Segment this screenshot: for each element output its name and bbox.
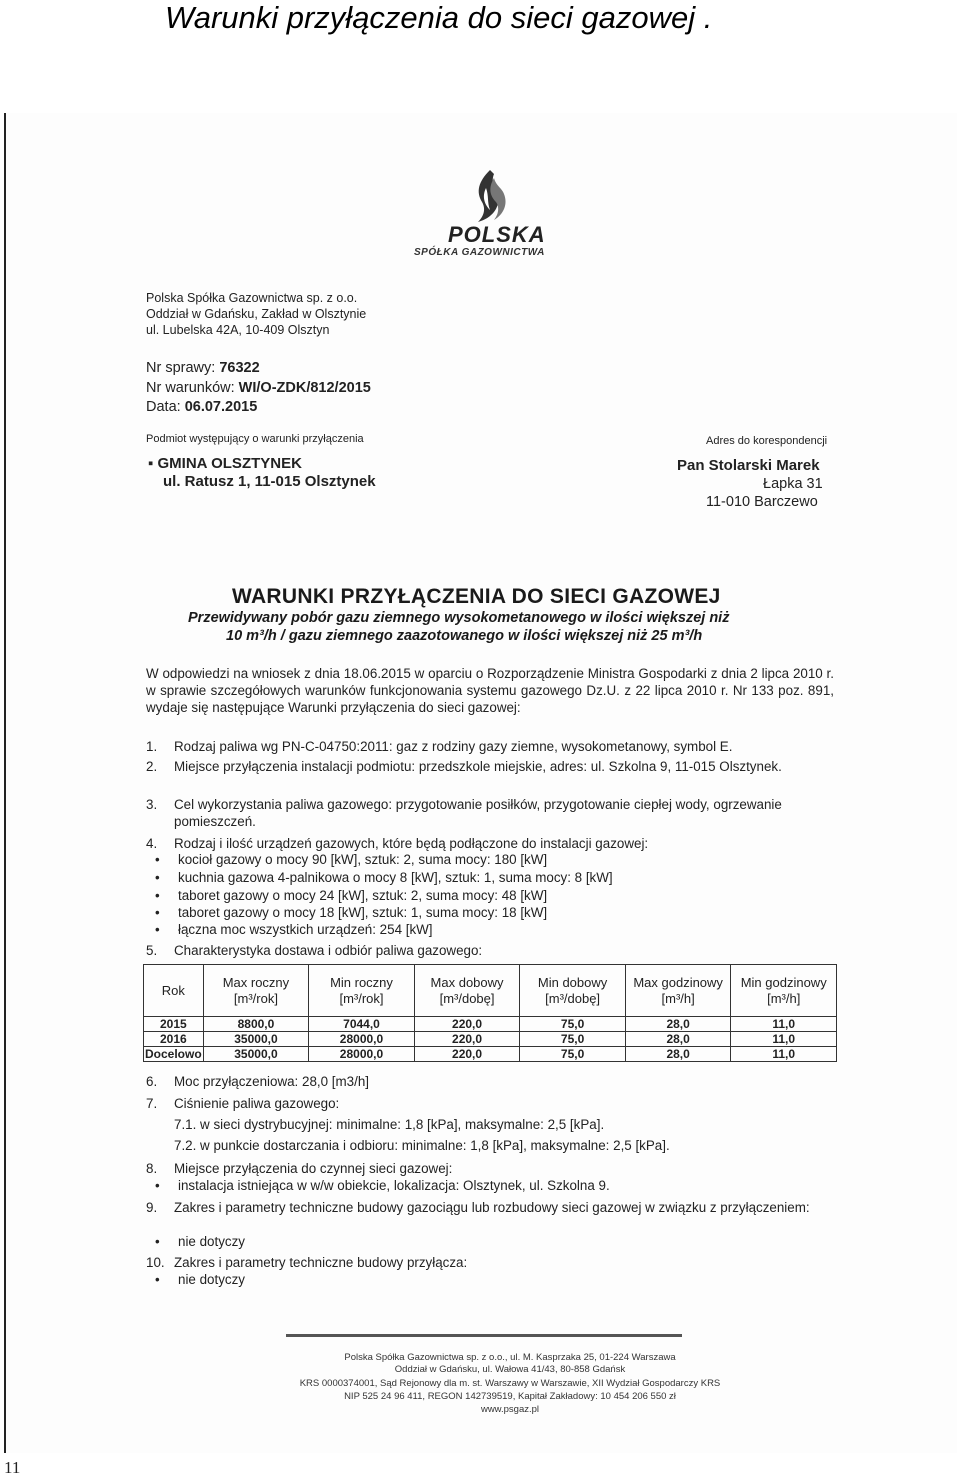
footer-line-3: KRS 0000374001, Sąd Rejonowy dla m. st. Warszawy w Warszawie, XII Wydział Gospodarczy KRS [299,1378,721,1389]
device-item-1: • kocioł gazowy o mocy 90 [kW], sztuk: 2, suma mocy: 180 [kW] [178,852,547,867]
table-row [144,1032,837,1047]
case-number-value: 76322 [219,360,260,376]
footer-line-5: www.psgaz.pl [480,1404,540,1415]
document-heading: WARUNKI PRZYŁĄCZENIA DO SIECI GAZOWEJ [232,585,721,608]
sender-line-1: Polska Spółka Gazownictwa sp. z o.o. [146,291,358,305]
gas-flame-logo-icon [470,168,510,226]
document-subheading-1: Przewidywany pobór gazu ziemnego wysokometanowego w ilości większej niż [188,610,730,626]
table-cell: 35000,0 [203,1032,309,1047]
table-cell: Docelowo [145,1046,202,1061]
device-item-3: • taboret gazowy o mocy 24 [kW], sztuk: 2, suma mocy: 48 [kW] [178,888,547,903]
table-cell: 2015 [144,1017,204,1032]
pressure-delivery-point: 7.2. w punkcie dostarczania i odbioru: minimalne: 1,8 [kPa], maksymalne: 2,5 [kPa]. [174,1138,670,1153]
item-10-value: • nie dotyczy [178,1272,245,1287]
supply-table [143,964,837,1062]
table-header: Rok [144,965,204,1017]
correspondence-city: 11-010 Barczewo [706,494,818,510]
footer-line-4: NIP 525 24 96 411, REGON 142739519, Kapitał Zakładowy: 10 454 206 550 zł [344,1391,676,1402]
table-row [144,1017,837,1032]
table-row [144,1047,837,1062]
table-header: Max dobowy [m³/dobę] [414,965,520,1017]
footer-divider [286,1334,682,1337]
table-cell: 28,0 [625,1047,731,1062]
table-header-row [144,965,837,1017]
table-cell: 2016 [144,1032,204,1047]
correspondence-label: Adres do korespondencji [706,435,828,447]
case-number [146,360,260,376]
correspondence-street: Łapka 31 [763,476,823,492]
document-subheading-2: 10 m³/h / gazu ziemnego zaazotowanego w ilości większej niż 25 m³/h [226,628,703,644]
table-cell: 28,0 [625,1032,731,1047]
table-cell: 8800,0 [203,1017,309,1032]
table-header: Min godzinowy [m³/h] [731,965,837,1017]
table-cell: 28,0 [625,1017,731,1032]
applicant-address: ul. Ratusz 1, 11-015 Olsztynek [163,473,376,490]
table-cell: 75,0 [520,1017,626,1032]
device-item-2: • kuchnia gazowa 4-palnikowa o mocy 8 [kW], sztuk: 1, suma mocy: 8 [kW] [178,870,613,885]
applicant-label: Podmiot występujący o warunki przyłączenia [146,433,364,445]
footer-line-1: Polska Spółka Gazownictwa sp. z o.o., ul. M. Kasprzaka 25, 01-224 Warszawa [344,1352,676,1363]
table-cell: 75,0 [520,1032,626,1047]
table-header: Max godzinowy [m³/h] [625,965,731,1017]
table-cell: 28000,0 [309,1047,415,1062]
conditions-number [146,380,371,396]
table-cell: 75,0 [520,1047,626,1062]
table-cell: 35000,0 [203,1047,309,1062]
sender-line-3: ul. Lubelska 42A, 10-409 Olsztyn [146,323,330,337]
table-cell: 11,0 [731,1047,837,1062]
applicant-name-text: GMINA OLSZTYNEK [157,455,302,472]
connection-location: • instalacja istniejąca w w/w obiekcie, lokalizacja: Olsztynek, ul. Szkolna 9. [178,1178,610,1193]
conditions-number-label: Nr warunków: [146,380,235,396]
table-cell: 11,0 [731,1017,837,1032]
table-cell: 220,0 [414,1032,520,1047]
conditions-number-value: WI/O-ZDK/812/2015 [238,380,371,396]
table-cell: 220,0 [414,1047,520,1062]
correspondence-name: Pan Stolarski Marek [677,457,820,474]
table-cell: 220,0 [414,1017,520,1032]
table-cell: 28000,0 [309,1032,415,1047]
table-header: Min dobowy [m³/dobę] [520,965,626,1017]
table-cell: 7044,0 [309,1017,415,1032]
sender-line-2: Oddział w Gdańsku, Zakład w Olsztynie [146,307,367,321]
table-header: Max roczny [m³/rok] [203,965,309,1017]
device-total: • łączna moc wszystkich urządzeń: 254 [kW] [178,922,433,937]
table-cell: 11,0 [731,1032,837,1047]
logo-subtitle: SPÓŁKA GAZOWNICTWA [414,247,545,258]
case-number-label: Nr sprawy: [146,360,216,376]
document-date-value: 06.07.2015 [184,399,258,415]
page-title: Warunki przyłączenia do sieci gazowej . [165,0,713,35]
page-number: 11 [4,1458,21,1477]
table-header: Min roczny [m³/rok] [309,965,415,1017]
document-date [146,399,257,415]
intro-paragraph: W odpowiedzi na wniosek z dnia 18.06.2015 w oparciu o Rozporządzenie Ministra Gospodarki z dnia 2 lipca 2010 r. w sprawie szczegółowych warunków funkcjonowania systemu gazowego Dz.U. z 22 lipca 2010 r. Nr 133 poz. 891, wydaje się następujące Warunki przyłączenia do sieci gazowej: [146,666,834,715]
logo-title: POLSKA [448,222,546,247]
pressure-distribution: 7.1. w sieci dystrybucyjnej: minimalne: 1,8 [kPa], maksymalne: 2,5 [kPa]. [174,1117,605,1132]
footer-line-2: Oddział w Gdańsku, ul. Wałowa 41/43, 80-858 Gdańsk [394,1364,626,1375]
item-9-value: • nie dotyczy [178,1234,245,1249]
applicant-name: ▪ GMINA OLSZTYNEK [148,455,302,472]
device-item-4: • taboret gazowy o mocy 18 [kW], sztuk: 1, suma mocy: 18 [kW] [178,905,547,920]
document-date-label: Data: [146,399,181,415]
